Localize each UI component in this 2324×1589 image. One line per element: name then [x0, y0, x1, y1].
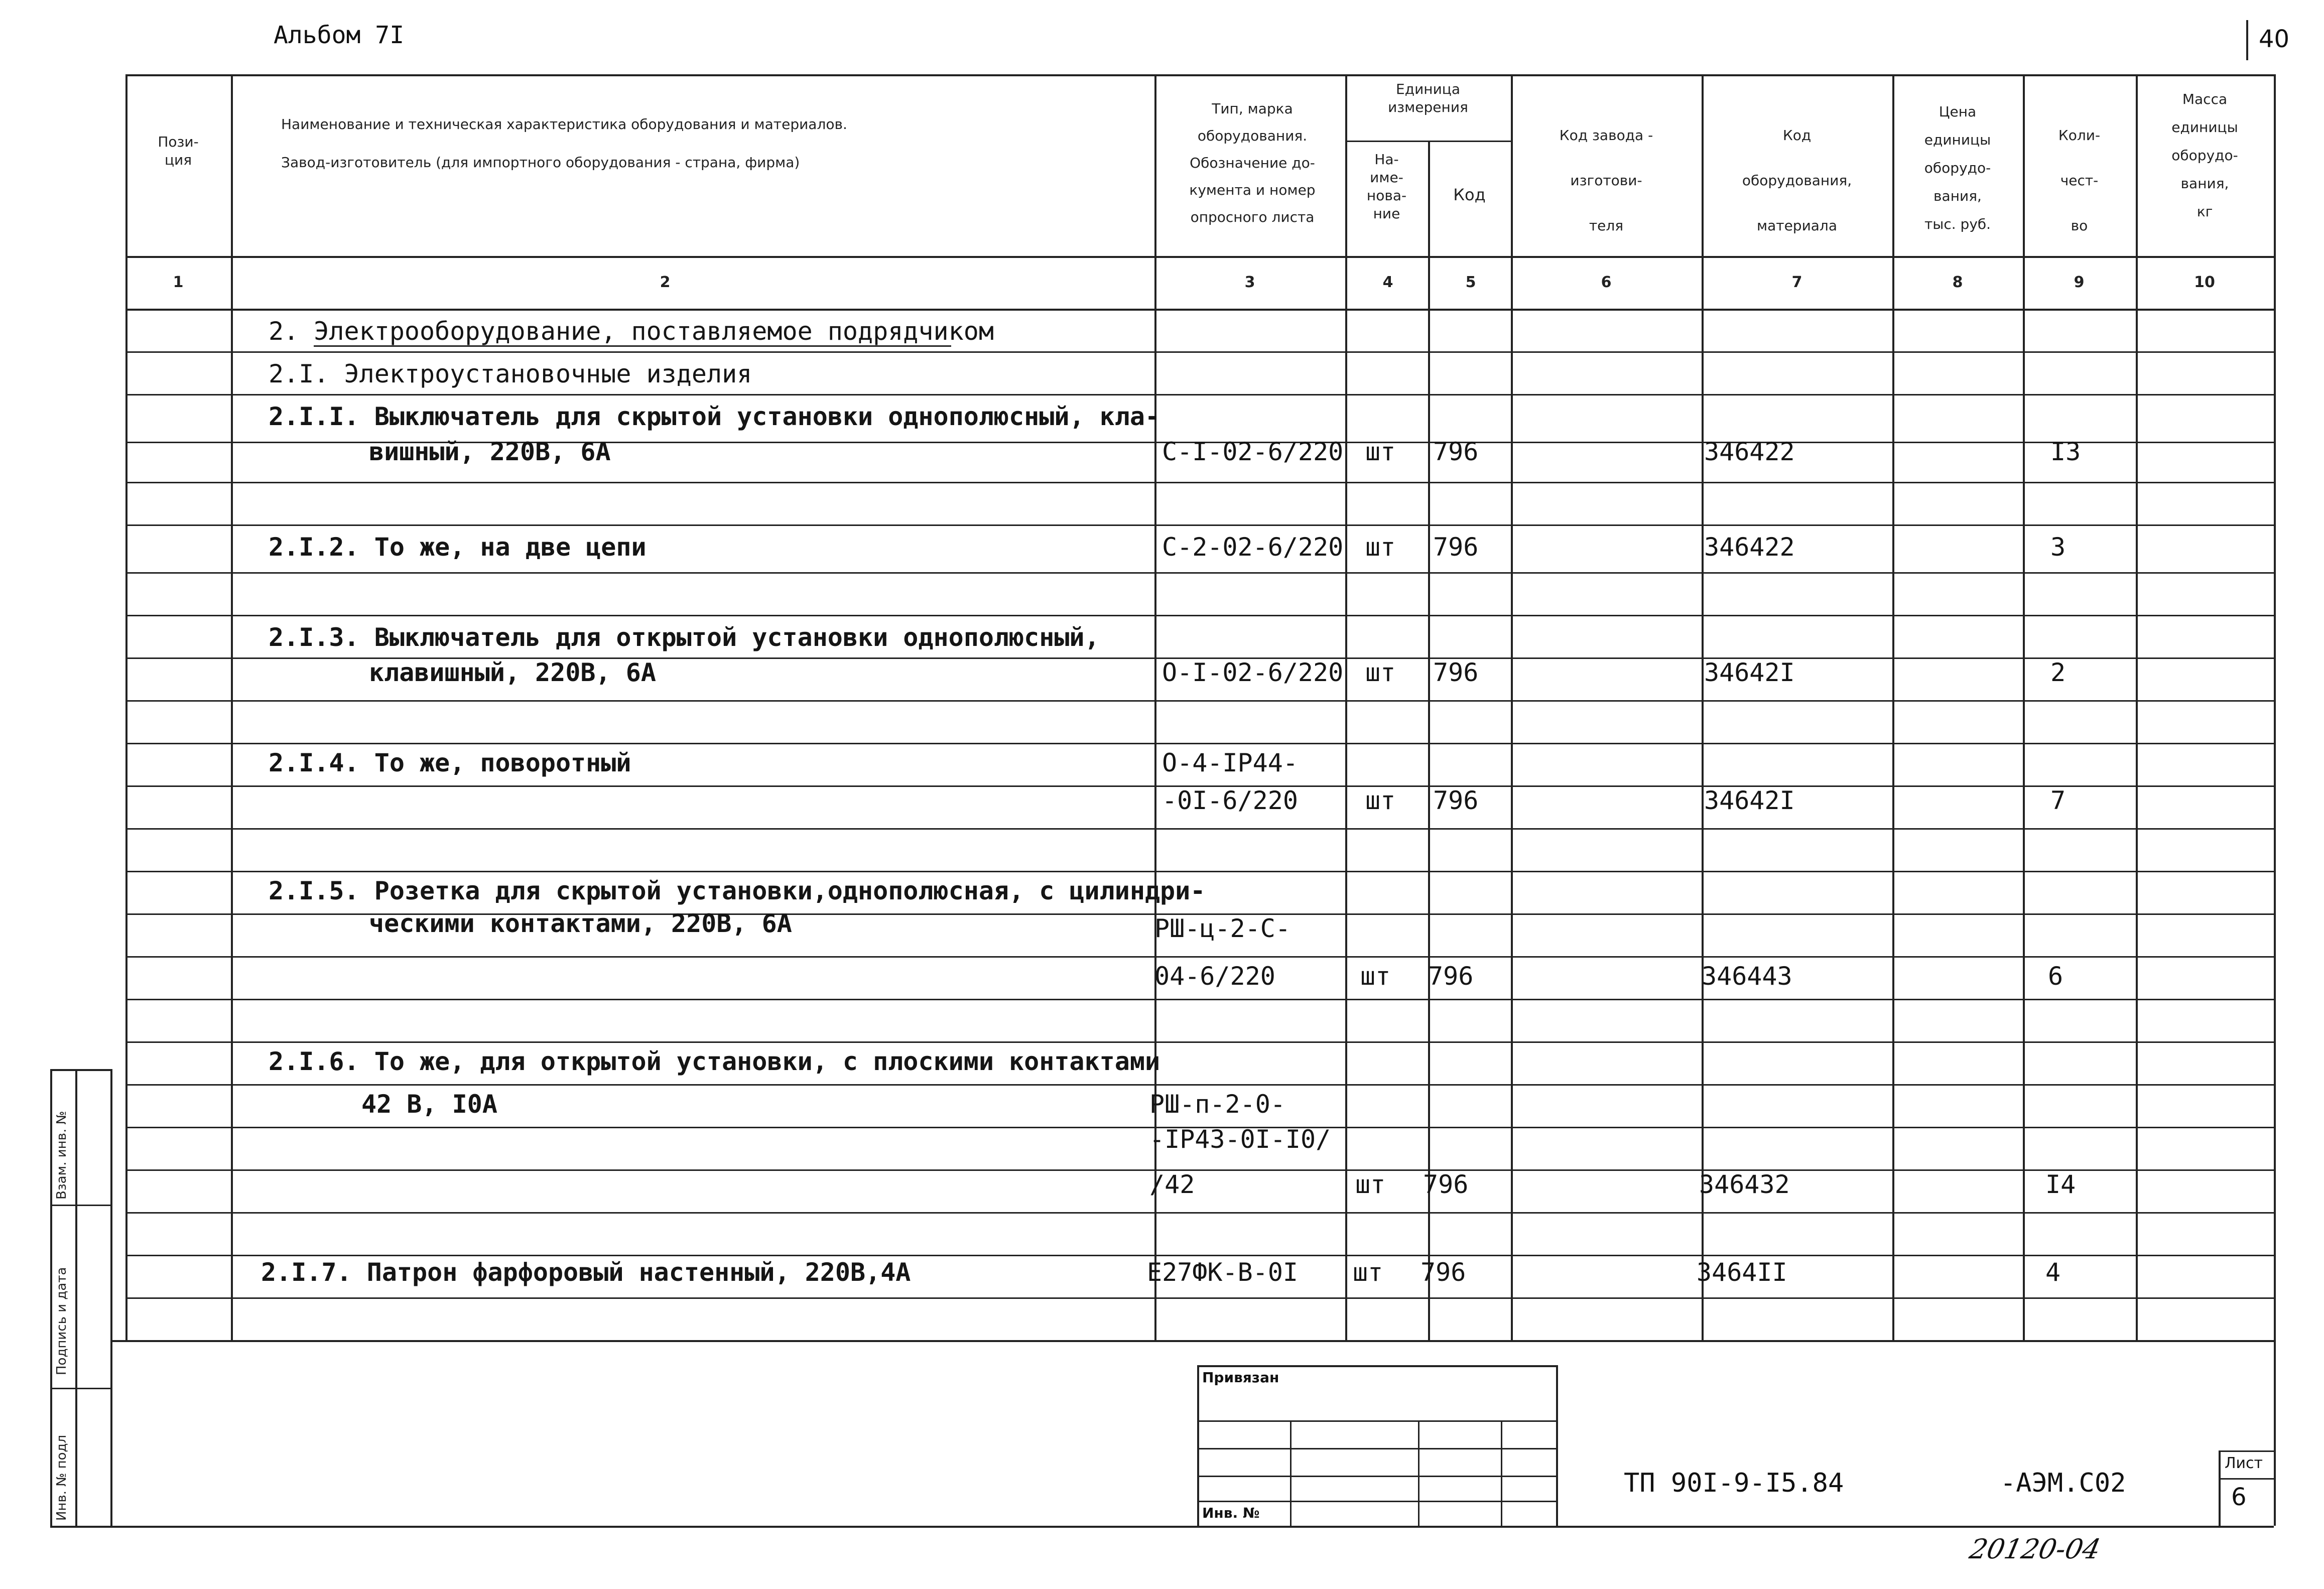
item-5-unit-code: 796: [1428, 962, 1474, 991]
inv-no-label: Инв. №: [1202, 1505, 1260, 1521]
item-6-description-cont: 42 В, I0А: [361, 1090, 497, 1119]
col-number-3: 3: [1244, 274, 1255, 291]
item-3-description-cont: клавишный, 220В, 6А: [369, 658, 656, 687]
item-2-description: 2.I.2. То же, на две цепи: [269, 533, 647, 562]
item-4-unit: шт: [1365, 786, 1396, 815]
item-1-unit: шт: [1365, 437, 1396, 466]
item-6-unit: шт: [1355, 1170, 1386, 1199]
header-col7: Код оборудования, материала: [1742, 127, 1852, 234]
header-col8: Цена единицы оборудо- вания, тыс. руб.: [1924, 103, 1991, 232]
item-5-material-code: 346443: [1702, 962, 1792, 991]
document-code: ТП 90I-9-I5.84: [1624, 1468, 1844, 1498]
side-vzam-inv: Взам. инв. №: [54, 1111, 69, 1200]
item-2-quantity: 3: [2050, 533, 2066, 562]
item-1-material-code: 346422: [1704, 437, 1795, 466]
item-7-type: Е27ФК-В-0I: [1147, 1258, 1299, 1287]
item-3-material-code: 34642I: [1704, 658, 1795, 687]
item-7-description: 2.I.7. Патрон фарфоровый настенный, 220В,4А: [261, 1258, 911, 1287]
item-4-type-line2: -0I-6/220: [1162, 786, 1298, 815]
item-7-quantity: 4: [2045, 1258, 2061, 1287]
bottom-frame-line: [110, 1526, 2274, 1528]
header-units-group: Единица измерения: [1388, 81, 1468, 115]
item-3-description: 2.I.3. Выключатель для открытой установки однополюсный,: [269, 623, 1100, 652]
item-4-quantity: 7: [2050, 786, 2066, 815]
item-4-description: 2.I.4. То же, поворотный: [269, 748, 631, 777]
side-podpis-data: Подпись и дата: [54, 1267, 69, 1375]
item-4-type-line1: О-4-IP44-: [1162, 748, 1298, 777]
right-frame-line: [2274, 1340, 2276, 1526]
header-col6: Код завода - изготови- теля: [1559, 127, 1653, 234]
item-3-quantity: 2: [2050, 658, 2066, 687]
item-7-unit: шт: [1353, 1258, 1383, 1287]
section-heading-underline: [314, 345, 951, 347]
item-3-unit: шт: [1365, 658, 1396, 687]
header-col2: Наименование и техническая характеристика оборудования и материалов. Завод-изготовитель (для импортного оборудования - страна, фирма): [281, 116, 847, 171]
item-5-type-line1: РШ-ц-2-С-: [1154, 914, 1290, 943]
header-col10: Масса единицы оборудо- вания, кг: [2171, 91, 2238, 220]
item-6-type-line1: РШ-п-2-0-: [1149, 1090, 1285, 1119]
item-3-type: О-I-02-6/220: [1162, 658, 1344, 687]
item-6-type-line3: /42: [1149, 1170, 1195, 1199]
item-2-type: С-2-02-6/220: [1162, 533, 1344, 562]
item-5-type-line2: 04-6/220: [1154, 962, 1275, 991]
col-number-5: 5: [1465, 274, 1476, 291]
col-number-10: 10: [2194, 274, 2215, 291]
item-4-material-code: 34642I: [1704, 786, 1795, 815]
sheet-number-divider: [2246, 20, 2248, 60]
item-2-unit: шт: [1365, 533, 1396, 562]
item-2-unit-code: 796: [1433, 533, 1479, 562]
item-5-unit: шт: [1360, 962, 1391, 991]
item-6-material-code: 346432: [1699, 1170, 1790, 1199]
col-number-8: 8: [1952, 274, 1963, 291]
header-col5: Код: [1453, 185, 1486, 204]
section-heading-2: 2. Электрооборудование, поставляемое подрядчиком: [269, 317, 994, 346]
item-5-description: 2.I.5. Розетка для скрытой установки,однополюсная, с цилиндри-: [269, 876, 1206, 905]
item-5-description-cont: ческими контактами, 220В, 6А: [369, 909, 792, 938]
col-number-7: 7: [1791, 274, 1802, 291]
album-label: Альбом 7I: [274, 21, 405, 49]
header-col1: Пози- ция: [158, 134, 199, 168]
item-7-unit-code: 796: [1421, 1258, 1466, 1287]
item-6-unit-code: 796: [1423, 1170, 1469, 1199]
header-col4: На- име- нова- ние: [1366, 151, 1407, 222]
item-1-description-cont: вишный, 220В, 6А: [369, 437, 611, 466]
item-5-quantity: 6: [2048, 962, 2063, 991]
header-col3: Тип, марка оборудования. Обозначение до- кумента и номер опросного листа: [1189, 100, 1316, 225]
item-1-type: С-I-02-6/220: [1162, 437, 1344, 466]
header-col9: Коли- чест- во: [2058, 127, 2101, 234]
col-number-2: 2: [660, 274, 671, 291]
side-inv-podl: Инв. № подл: [54, 1434, 69, 1521]
list-label: Лист: [2225, 1454, 2263, 1472]
privyazan-label: Привязан: [1202, 1369, 1279, 1386]
item-4-unit-code: 796: [1433, 786, 1479, 815]
item-1-quantity: I3: [2050, 437, 2081, 466]
col-number-6: 6: [1601, 274, 1612, 291]
item-3-unit-code: 796: [1433, 658, 1479, 687]
col-number-9: 9: [2074, 274, 2085, 291]
item-2-material-code: 346422: [1704, 533, 1795, 562]
item-6-quantity: I4: [2045, 1170, 2076, 1199]
item-1-unit-code: 796: [1433, 437, 1479, 466]
col-number-4: 4: [1382, 274, 1393, 291]
list-number: 6: [2231, 1483, 2247, 1511]
item-6-description: 2.I.6. То же, для открытой установки, с плоскими контактами: [269, 1047, 1160, 1076]
item-1-description: 2.I.I. Выключатель для скрытой установки однополюсный, кла-: [269, 402, 1160, 431]
document-code-suffix: -АЭМ.С02: [2000, 1468, 2126, 1498]
handwritten-archive-number: 20120-04: [1967, 1533, 2104, 1565]
section-heading-2-1: 2.I. Электроустановочные изделия: [269, 359, 752, 388]
sheet-number: 40: [2259, 25, 2290, 53]
col-number-1: 1: [173, 274, 184, 291]
item-7-material-code: 3464II: [1697, 1258, 1787, 1287]
item-6-type-line2: -IP43-0I-I0/: [1149, 1125, 1331, 1154]
